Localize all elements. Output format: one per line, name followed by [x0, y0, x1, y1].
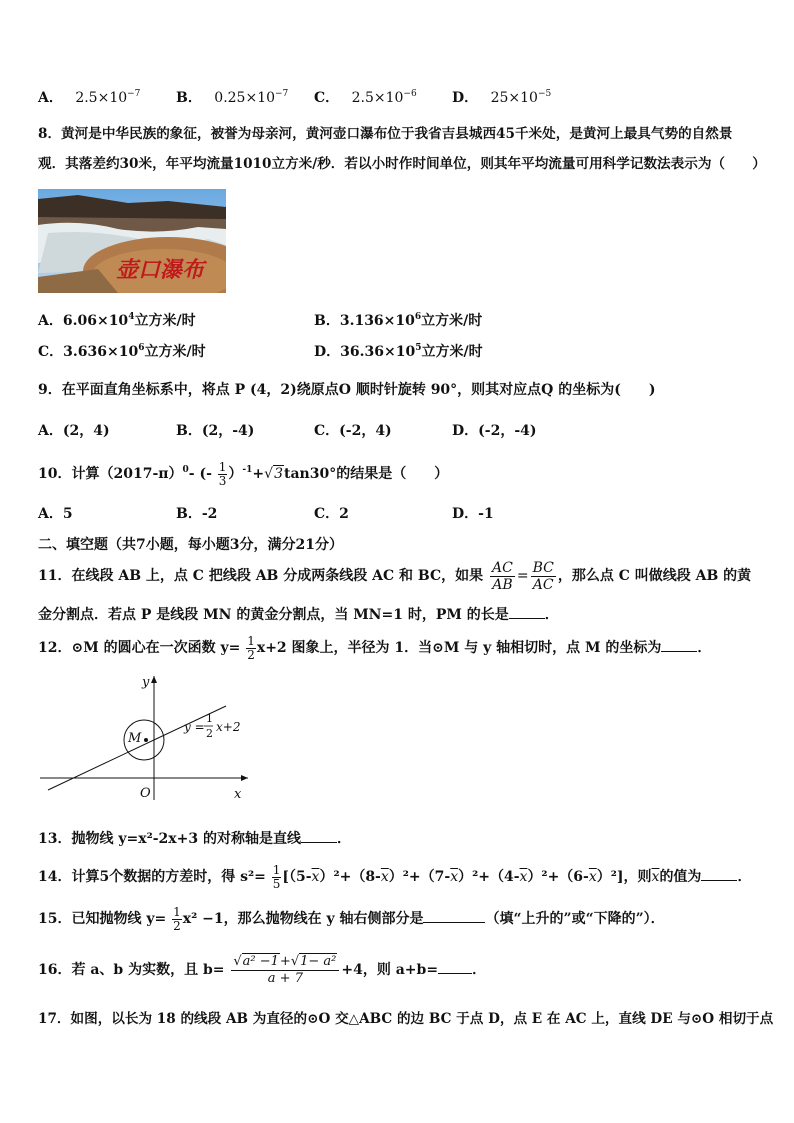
equation-numerator: 1 — [206, 712, 213, 725]
q14-answer-blank[interactable] — [701, 866, 737, 881]
q13-answer-blank[interactable] — [301, 828, 337, 843]
y-axis-arrow-icon — [151, 676, 157, 683]
q11-answer-blank[interactable] — [509, 604, 545, 619]
q12-stem: 12．⊙M 的圆心在一次函数 y= $\frac{1}{2}$ x+2 图象上，半径为 1．当⊙M 与 y 轴相切时，点 M 的坐标为 ． — [38, 633, 712, 662]
q8-option-b: B．$3.136\times 10^6$立方米/时 — [314, 312, 483, 329]
q9-option-c: C．(-2，4) — [314, 423, 392, 439]
q15-stem: 15．已知抛物线 y= $\frac{1}{2}$ x² −1，那么抛物线在 y 轴右侧部分是 （填“上升的”或“下降的”）． — [38, 904, 665, 933]
q8-option-c: C．$3.636\times 10^6$立方米/时 — [38, 343, 206, 360]
q7-option-c: C． $2.5\times 10^{-6}$ — [314, 89, 417, 106]
q8-stem-line-1: 8．黄河是中华民族的象征，被誉为母亲河，黄河壶口瀑布位于我省吉县城西45千米处，是黄河上最具气势的自然景 — [38, 126, 733, 142]
q10-option-d: D．-1 — [452, 506, 494, 522]
q12-fraction: $\frac{1}{2}$ — [247, 633, 255, 662]
q16-stem: 16．若 a、b 为实数，且 b= $\frac{\text{√a² −1+√1− a²}}{a + 7}$ +4，则 a+b= ． — [38, 953, 487, 986]
q9-option-d: D．(-2，-4) — [452, 423, 537, 439]
q10-option-a: A．5 — [38, 506, 73, 522]
section-heading-fill-in: 二、填空题（共7小题，每小题3分，满分21分） — [38, 537, 343, 553]
q10-option-c: C．2 — [314, 506, 349, 522]
q9-option-b: B．(2，-4) — [176, 423, 255, 439]
equation-suffix: x+2 — [216, 720, 241, 734]
y-axis-label: y — [142, 675, 150, 690]
q12-function-graph — [34, 670, 254, 805]
q8-stem-line-2: 观．其落差约30米，年平均流量1010立方米/秒．若以小时作时间单位，则其年平均流量可用科学记数法表示为（ ） — [38, 156, 766, 172]
q8-option-d: D．$36.36\times 10^5$立方米/时 — [314, 343, 483, 360]
waterfall-caption-text: 壶口瀑布 — [116, 257, 205, 283]
q13-stem: 13．抛物线 y=x²-2x+3 的对称轴是直线 ． — [38, 828, 351, 848]
equation-denominator: 2 — [206, 727, 213, 740]
q15-fraction: $\frac{1}{2}$ — [173, 904, 181, 933]
center-point-m — [144, 738, 148, 742]
q14-stem: 14．计算5个数据的方差时，得 s²= $\frac{1}{5}$ $[(5-\overline{x})^2+(8-\overline{x})^2+(7-\overline{x})^2+(4-\overline{x})^2+(6-\overline{x})^2]$，则$\overline{x}$的值为 ． — [38, 862, 752, 891]
q16-answer-blank[interactable] — [438, 959, 472, 974]
q8-option-a: A．$6.06\times 10^4$立方米/时 — [38, 312, 196, 329]
q14-fraction: $\frac{1}{5}$ — [272, 862, 281, 891]
equation-prefix: y = — [184, 720, 205, 734]
x-axis-label: x — [234, 787, 242, 802]
q9-option-a: A．(2，4) — [38, 423, 110, 439]
q12-answer-blank[interactable] — [661, 637, 697, 652]
q7-option-d: D． $25\times 10^{-5}$ — [452, 89, 552, 106]
origin-label: O — [140, 786, 151, 801]
q10-option-b: B．-2 — [176, 506, 218, 522]
q11-fraction-ac-ab: $\frac{AC}{AB}$ — [492, 559, 513, 593]
q10-stem: 10．计算$(2017-\pi)^0-$ (- $\frac{1}{3}$ ）$^{-1}$+√3tan30°的结果是（ ） — [38, 459, 449, 488]
q7-option-a: A． $2.5\times 10^{-7}$ — [38, 89, 141, 106]
q10-fraction: $\frac{1}{3}$ — [218, 459, 227, 488]
hukou-waterfall-photo — [38, 189, 226, 293]
function-line — [48, 706, 226, 790]
q16-fraction: $\frac{\text{√a² −1+√1− a²}}{a + 7}$ — [231, 954, 339, 987]
q11-stem-line-2: 金分割点．若点 P 是线段 MN 的黄金分割点，当 MN=1 时，PM 的长是 ． — [38, 604, 559, 624]
point-label-m: M — [128, 731, 142, 746]
q9-stem: 9．在平面直角坐标系中，将点 P (4，2)绕原点O 顺时针旋转 90°，则其对应点Q 的坐标为( ) — [38, 382, 656, 398]
q11-fraction-bc-ac: $\frac{BC}{AC}$ — [532, 559, 554, 593]
q11-stem-line-1: 11．在线段 AB 上，点 C 把线段 AB 分成两条线段 AC 和 BC，如果 $\frac{AC}{AB}$ = $\frac{BC}{AC}$ ，那么点 C 叫做线段 AB 的黄 — [38, 559, 752, 593]
q15-answer-blank[interactable] — [423, 908, 485, 923]
q7-option-b: B． $0.25\times 10^{-7}$ — [176, 89, 289, 106]
q17-stem: 17．如图，以长为 18 的线段 AB 为直径的⊙O 交△ABC 的边 BC 于点 D，点 E 在 AC 上，直线 DE 与⊙O 相切于点 — [38, 1011, 774, 1027]
x-axis-arrow-icon — [241, 775, 248, 781]
